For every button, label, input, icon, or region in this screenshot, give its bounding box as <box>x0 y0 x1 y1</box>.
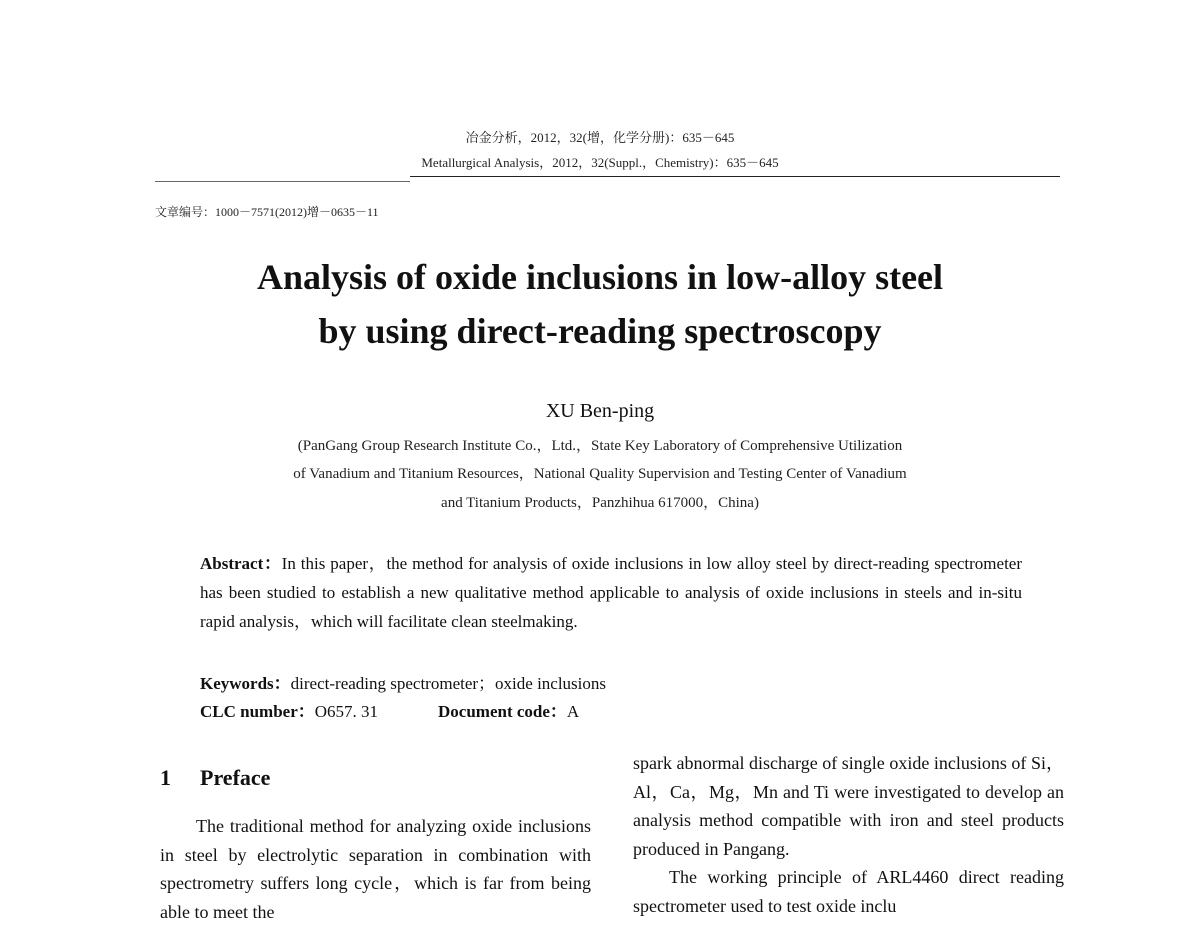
paper-title-line-2: by using direct-reading spectroscopy <box>318 311 882 351</box>
body-column-right <box>633 749 1064 920</box>
body-column-left <box>160 812 591 926</box>
article-number: 文章编号：1000－7571(2012)增－0635－11 <box>155 205 379 219</box>
section-heading <box>160 765 270 791</box>
keywords <box>200 669 606 694</box>
document-code <box>438 697 579 722</box>
body-right-paragraph-1: spark abnormal discharge of single oxide inclusions of Si，Al，Ca，Mg，Mn and Ti were investigated to develop an analysis method compatible with iron and steel products produced in Pangang. <box>633 753 1064 859</box>
journal-header-chinese: 冶金分析，2012，32(增，化学分册)：635－645 <box>465 130 735 145</box>
keywords-label: Keywords： <box>200 674 291 693</box>
body-right-paragraph-2: The working principle of ARL4460 direct reading spectrometer used to test oxide inclu <box>633 867 1064 916</box>
body-left-paragraph: The traditional method for analyzing oxide inclusions in steel by electrolytic separation in combination with spectrometry suffers long cycle，which is far from being able to meet the <box>160 816 591 922</box>
abstract-text: In this paper，the method for analysis of oxide inclusions in low alloy steel by direct-reading spectrometer has been studied to establish a new qualitative method applicable to analysis of oxide inclusions in steels and in-situ rapid analysis，which will facilitate clean steelmaking. <box>200 554 1022 631</box>
keywords-text: direct-reading spectrometer；oxide inclusions <box>290 674 607 693</box>
journal-header-english: Metallurgical Analysis，2012，32(Suppl.，Chemistry)：635－645 <box>421 155 779 170</box>
section-title: Preface <box>200 765 271 790</box>
author-name: XU Ben-ping <box>545 400 655 422</box>
section-number: 1 <box>160 765 171 790</box>
paper-title-line-1: Analysis of oxide inclusions in low-alloy steel <box>256 257 944 297</box>
affiliation-line-2: of Vanadium and Titanium Resources，National Quality Supervision and Testing Center of Vanadium <box>293 466 907 482</box>
doc-code-label: Document code： <box>438 702 567 721</box>
abstract <box>200 549 1022 636</box>
clc-label: CLC number： <box>200 702 315 721</box>
clc-value: O657. 31 <box>314 702 379 721</box>
header-rule-left <box>155 181 410 182</box>
affiliation-line-3: and Titanium Products，Panzhihua 617000，China) <box>441 495 759 511</box>
affiliation-line-1: (PanGang Group Research Institute Co.，Ltd.，State Key Laboratory of Comprehensive Utilization <box>297 438 903 454</box>
doc-code-value: A <box>566 702 580 721</box>
abstract-label: Abstract： <box>200 554 282 573</box>
header-rule-right <box>410 176 1060 177</box>
clc-number <box>200 697 378 722</box>
